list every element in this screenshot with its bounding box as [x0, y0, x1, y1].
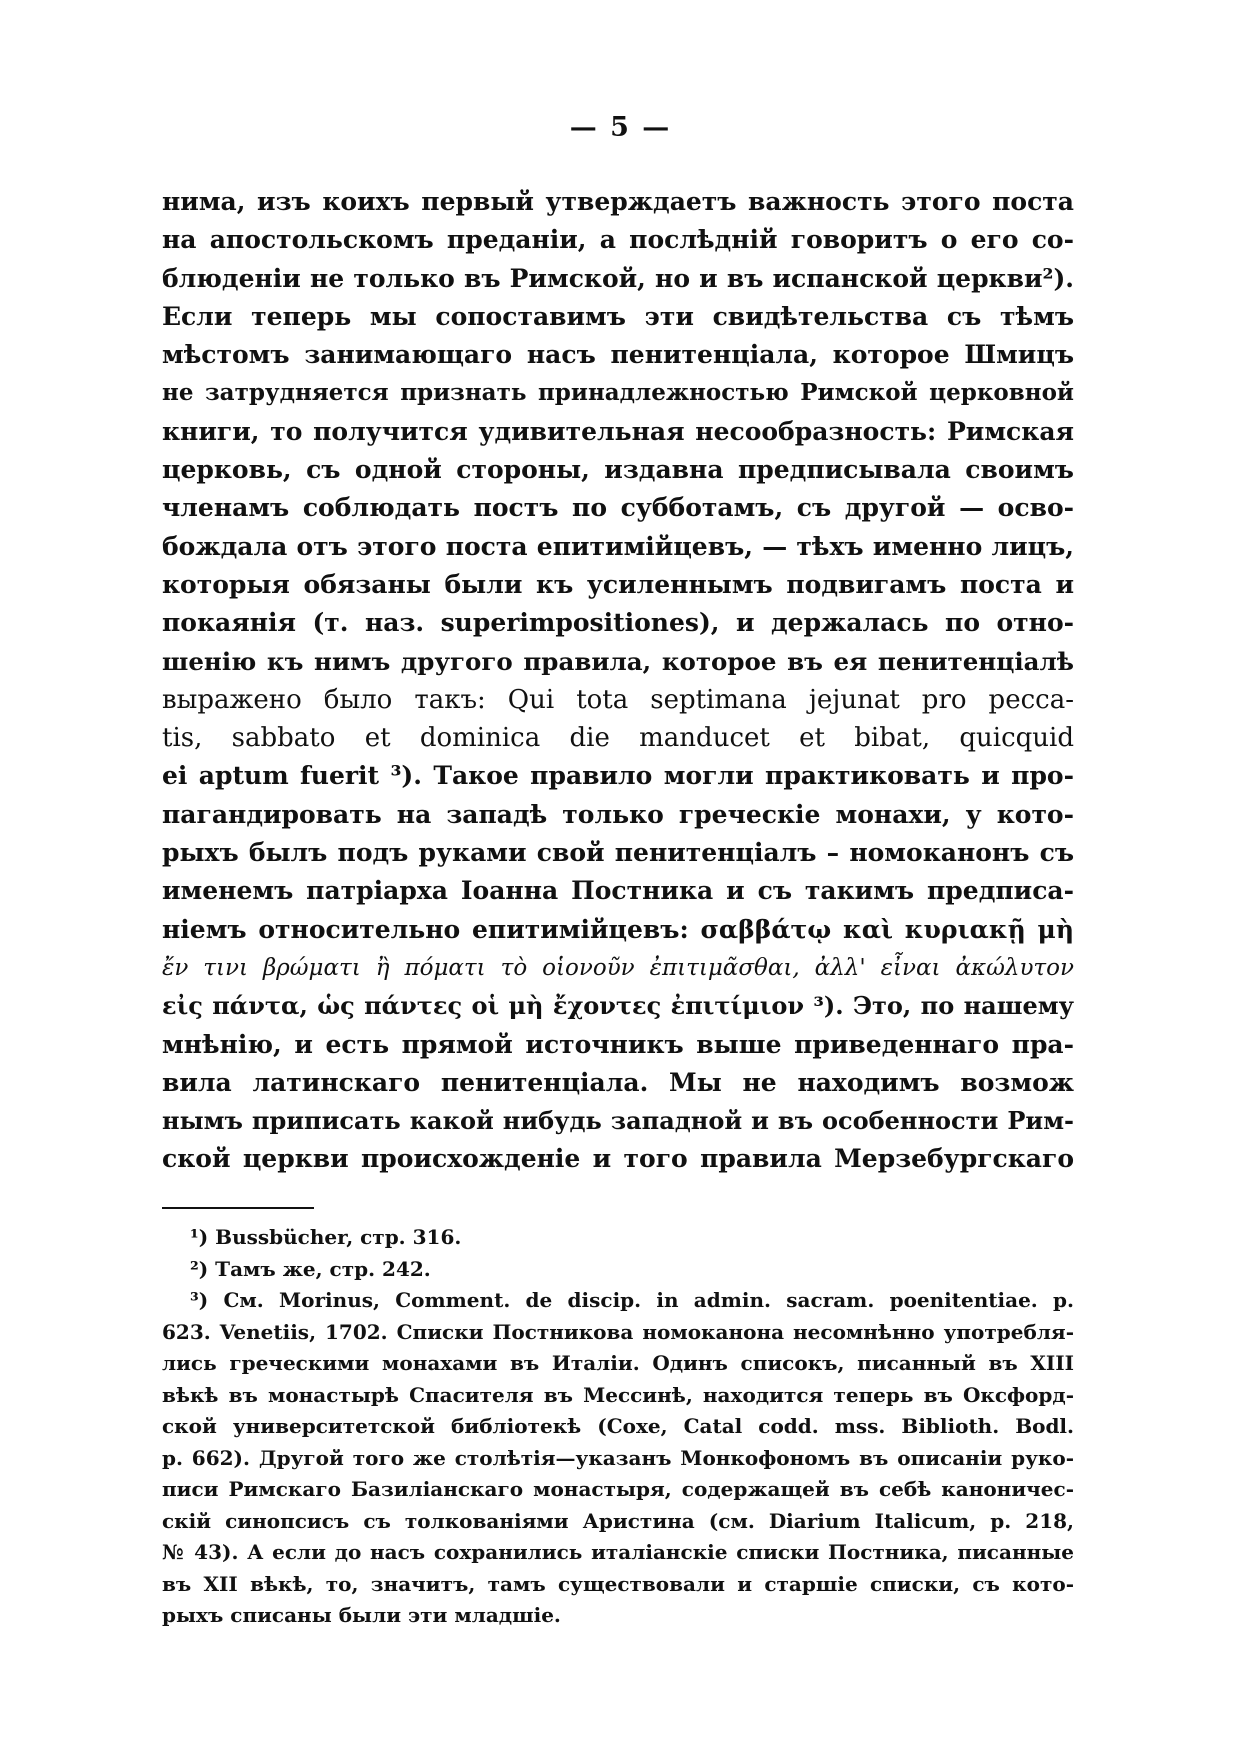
text-line: пагандировать на западѣ только греческіе монахи, у кото-: [162, 799, 1074, 829]
text-line: ei aptum fuerit ³). Такое правило могли практиковать и про-: [162, 761, 1074, 791]
text-line: книги, то получится удивительная несообразность: Римская: [162, 416, 1074, 446]
footnote-line: вѣкѣ въ монастырѣ Спасителя въ Мессинѣ, находится теперь въ Оксфорд-: [162, 1382, 1074, 1407]
text-line: шенію къ нимъ другого правила, которое въ ея пенитенціалѣ: [162, 646, 1074, 676]
page-number: — 5 —: [569, 112, 672, 143]
footnote-line: ²) Тамъ же, стр. 242.: [190, 1256, 431, 1281]
text-line-latin: выражено было такъ: Qui tota septimana jejunat pro pecca-: [162, 684, 1074, 715]
footnote-line: 623. Venetiis, 1702. Списки Постникова номоканона несомнѣнно употребля-: [162, 1319, 1074, 1344]
footnote-line: ской университетской библіотекѣ (Coxe, Catal codd. mss. Biblioth. Bodl.: [162, 1414, 1074, 1438]
footnote-line: лись греческими монахами въ Италіи. Одинъ списокъ, писанный въ XIII: [162, 1351, 1074, 1375]
text-line: рыхъ былъ подъ руками свой пенитенціалъ – номоканонъ съ: [162, 838, 1074, 868]
footnote-line: № 43). А если до насъ сохранились италіанскіе списки Постника, писанные: [162, 1540, 1074, 1564]
text-line: нымъ приписать какой нибудь западной и въ особенности Рим-: [162, 1106, 1074, 1136]
main-text: [162, 183, 1074, 1179]
text-line: которыя обязаны были къ усиленнымъ подвигамъ поста и: [162, 569, 1074, 599]
text-line: покаянія (т. наз. superimpositiones), и держалась по отно-: [162, 608, 1074, 638]
footnotes: [162, 1222, 1074, 1632]
footnote-line: скій синопсисъ съ толкованіями Аристина (см. Diarium Italicum, p. 218,: [162, 1508, 1074, 1533]
text-line: именемъ патріарха Іоанна Постника и съ такимъ предписа-: [162, 876, 1074, 906]
text-line: на апостольскомъ преданіи, а послѣдній говоритъ о его со-: [162, 225, 1074, 255]
text-line: не затрудняется признать принадлежностью Римской церковной: [162, 379, 1074, 407]
text-line: блюденіи не только въ Римской, но и въ испанской церкви²).: [162, 263, 1074, 293]
text-line: нима, изъ коихъ первый утверждаетъ важность этого поста: [162, 187, 1074, 216]
text-line-greek: ἔν τινι βρώματι ἢ πόματι τὸ οἱονοῦν ἐπιτιμᾶσθαι, ἀλλ' εἶναι ἀκώλυτον: [162, 954, 1074, 981]
text-line: Если теперь мы сопоставимъ эти свидѣтельства съ тѣмъ: [162, 301, 1074, 331]
footnote-line: ¹) Bussbücher, стр. 316.: [190, 1225, 462, 1249]
footnote-line: ³) См. Morinus, Comment. de discip. in admin. sacram. poenitentiae. p.: [190, 1288, 1074, 1312]
text-line: ской церкви происхожденіе и того правила Мерзебургскаго: [162, 1144, 1074, 1174]
text-line: церковь, съ одной стороны, издавна предписывала своимъ: [162, 455, 1074, 485]
footnote-divider: [162, 1207, 314, 1209]
footnote-line: въ XII вѣкѣ, то, значитъ, тамъ существовали и старшіе списки, съ кото-: [162, 1571, 1074, 1596]
text-line: ніемъ относительно епитимійцевъ: σαββάτῳ καὶ κυριακῇ μὴ: [162, 914, 1074, 944]
text-line: членамъ соблюдать постъ по субботамъ, съ другой — осво-: [162, 493, 1074, 523]
text-line: бождала отъ этого поста епитимійцевъ, — тѣхъ именно лицъ,: [162, 531, 1074, 561]
text-line: мѣстомъ занимающаго насъ пенитенціала, которое Шмицъ: [162, 340, 1074, 370]
text-line: мнѣнію, и есть прямой источникъ выше приведеннаго пра-: [162, 1029, 1074, 1059]
footnote-line: рыхъ списаны были эти младшіе.: [162, 1603, 561, 1627]
text-line: εἰς πάντα, ὡς πάντες οἱ μὴ ἔχοντες ἐπιτίμιον ³). Это, по нашему: [162, 991, 1074, 1021]
text-line-latin: tis, sabbato et dominica die manducet et bibat, quicquid: [162, 723, 1074, 754]
footnote-line: p. 662). Другой того же столѣтія—указанъ Монкофономъ въ описаніи руко-: [162, 1445, 1074, 1470]
footnote-line: писи Римскаго Базиліанскаго монастыря, содержащей въ себѣ каноничес-: [162, 1477, 1074, 1501]
text-line: вила латинскаго пенитенціала. Мы не находимъ возмож: [162, 1067, 1074, 1097]
